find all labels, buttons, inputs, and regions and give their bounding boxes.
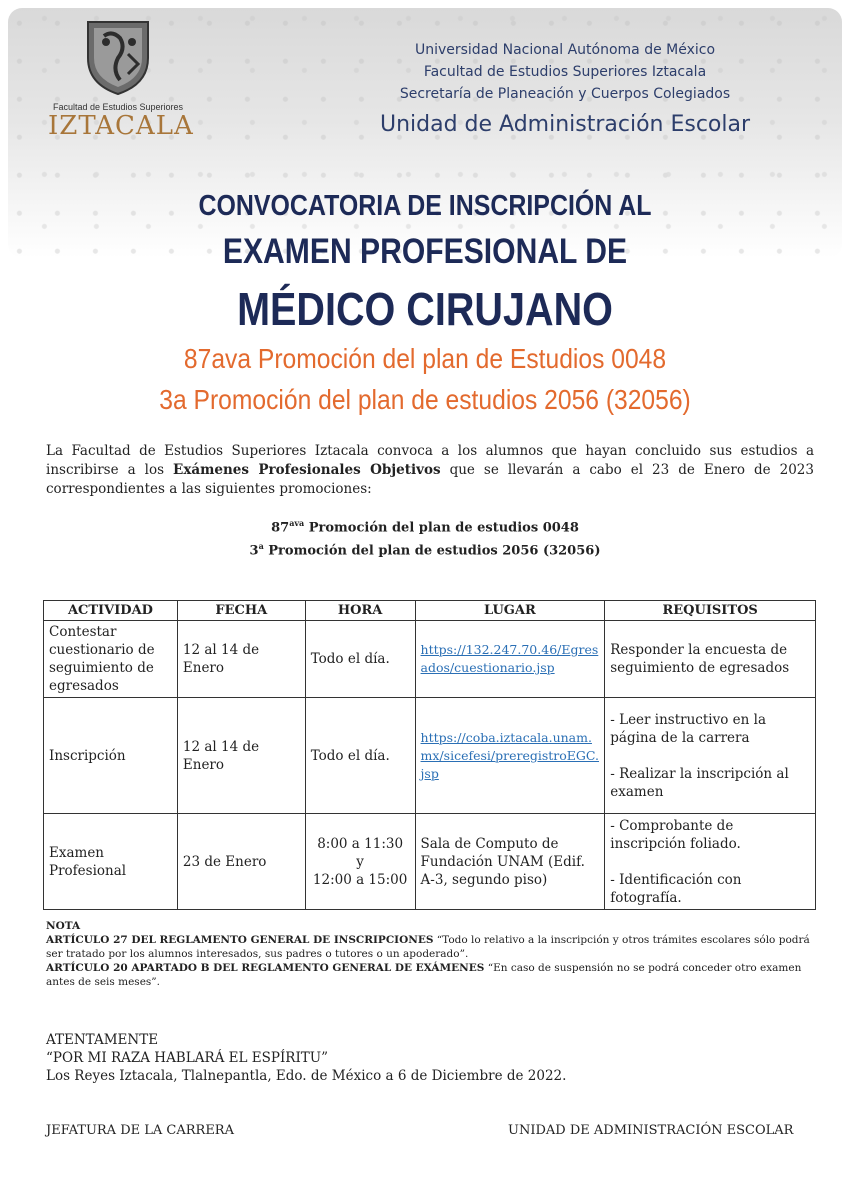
promotion-1 — [0, 514, 850, 537]
intro-paragraph — [46, 442, 814, 499]
table-row — [44, 621, 816, 698]
title-line-3: MÉDICO CIRUJANO — [237, 283, 613, 335]
logo-name: IZTACALA — [48, 111, 194, 141]
article-27-text: “Todo lo relativo a la inscripción y otros trámites escolares sólo podrá ser tratado por los alumnos interesados, sus padres o tutores o un apoderado”. — [46, 934, 810, 960]
cell-lugar — [415, 621, 605, 698]
requirement-item: - Realizar la inscripción al examen — [610, 765, 789, 800]
intro-bold: Exámenes Profesionales Objetivos — [173, 462, 441, 478]
header-lugar: LUGAR — [415, 601, 605, 621]
promotion-2-suffix: a — [258, 541, 264, 552]
header-requisitos: REQUISITOS — [605, 601, 816, 621]
unam-seal-icon — [82, 18, 154, 96]
survey-link[interactable]: https://132.247.70.46/Egresados/cuestionario.jsp — [420, 642, 599, 675]
fes-iztacala-logo — [48, 18, 194, 146]
table-header-row — [44, 601, 816, 621]
cell-requisitos: Responder la encuesta de seguimiento de egresados — [605, 621, 816, 698]
table-row — [44, 814, 816, 910]
closing-line-1: ATENTAMENTE — [46, 1032, 159, 1048]
cell-hora: Todo el día. — [305, 621, 415, 698]
cell-requisitos — [605, 814, 816, 910]
closing-place-date: Los Reyes Iztacala, Tlalnepantla, Edo. de México a 6 de Diciembre de 2022. — [46, 1068, 567, 1084]
subtitle-line-2: 3a Promoción del plan de estudios 2056 (32056) — [159, 384, 691, 415]
promotion-2-number: 3 — [249, 543, 259, 559]
institution-line-1: Universidad Nacional Autónoma de México — [414, 42, 716, 58]
institution-line-3: Secretaría de Planeación y Cuerpos Colegiados — [399, 86, 731, 102]
promotions-list — [0, 514, 850, 561]
cell-fecha: 12 al 14 de Enero — [177, 621, 305, 698]
cell-hora: Todo el día. — [305, 698, 415, 814]
title-line-2: EXAMEN PROFESIONAL DE — [222, 232, 628, 271]
cell-actividad: Examen Profesional — [44, 814, 178, 910]
signature-right: UNIDAD DE ADMINISTRACIÓN ESCOLAR — [508, 1123, 794, 1138]
hora-line: 8:00 a 11:30 — [317, 835, 404, 852]
article-20-title: ARTÍCULO 20 APARTADO B DEL REGLAMENTO GENERAL DE EXÁMENES — [46, 962, 485, 974]
note-article-20 — [46, 961, 816, 989]
intro-text-2: que se llevarán a cabo el 23 de Enero de 2023 correspondientes a las siguientes promociones: — [46, 462, 814, 497]
hora-line: y — [356, 853, 364, 870]
institution-line-2: Facultad de Estudios Superiores Iztacala — [423, 64, 707, 80]
promotion-1-text: Promoción del plan de estudios 0048 — [304, 520, 579, 536]
title-line-1: CONVOCATORIA DE INSCRIPCIÓN AL — [198, 190, 652, 222]
promotion-1-number: 87 — [271, 520, 290, 536]
notes-heading: NOTA — [46, 920, 81, 932]
registration-link[interactable]: https://coba.iztacala.unam.mx/sicefesi/preregistroEGC.jsp — [420, 729, 600, 781]
subtitle-line-1: 87ava Promoción del plan de Estudios 0048 — [183, 343, 667, 374]
activities-table — [43, 600, 816, 910]
requirement-item: - Identificación con fotografía. — [610, 871, 742, 906]
cell-actividad: Inscripción — [44, 698, 178, 814]
header-actividad: ACTIVIDAD — [44, 601, 178, 621]
header-fecha: FECHA — [177, 601, 305, 621]
intro-text-1: La Facultad de Estudios Superiores Iztacala convoca a los alumnos que hayan concluido sus estudios a inscribirse a los — [46, 443, 814, 478]
cell-lugar: Sala de Computo de Fundación UNAM (Edif. A-3, segundo piso) — [415, 814, 605, 910]
cell-hora — [305, 814, 415, 910]
cell-lugar — [415, 698, 605, 814]
closing-motto: “POR MI RAZA HABLARÁ EL ESPÍRITU” — [46, 1050, 329, 1066]
closing-block — [46, 1031, 566, 1085]
cell-requisitos — [605, 698, 816, 814]
promotion-2-text: Promoción del plan de estudios 2056 (32056) — [263, 543, 601, 559]
hora-line: 12:00 a 15:00 — [312, 871, 408, 888]
promotion-2 — [0, 537, 850, 560]
logo-subtitle: Facultad de Estudios Superiores — [52, 102, 184, 112]
notes-section — [46, 919, 816, 989]
requirement-item: - Comprobante de inscripción foliado. — [610, 817, 741, 852]
article-20-text: “En caso de suspensión no se podrá conceder otro examen antes de seis meses”. — [46, 962, 802, 988]
requirement-item: - Leer instructivo en la página de la carrera — [610, 711, 766, 746]
signature-left: JEFATURA DE LA CARRERA — [46, 1123, 234, 1138]
header-hora: HORA — [305, 601, 415, 621]
note-article-27 — [46, 933, 816, 961]
promotion-1-suffix: ava — [289, 518, 305, 528]
cell-actividad: Contestar cuestionario de seguimiento de egresados — [44, 621, 178, 698]
cell-fecha: 12 al 14 de Enero — [177, 698, 305, 814]
cell-fecha: 23 de Enero — [177, 814, 305, 910]
table-row — [44, 698, 816, 814]
unit-name: Unidad de Administración Escolar — [379, 112, 751, 137]
article-27-title: ARTÍCULO 27 DEL REGLAMENTO GENERAL DE INSCRIPCIONES — [46, 934, 434, 946]
